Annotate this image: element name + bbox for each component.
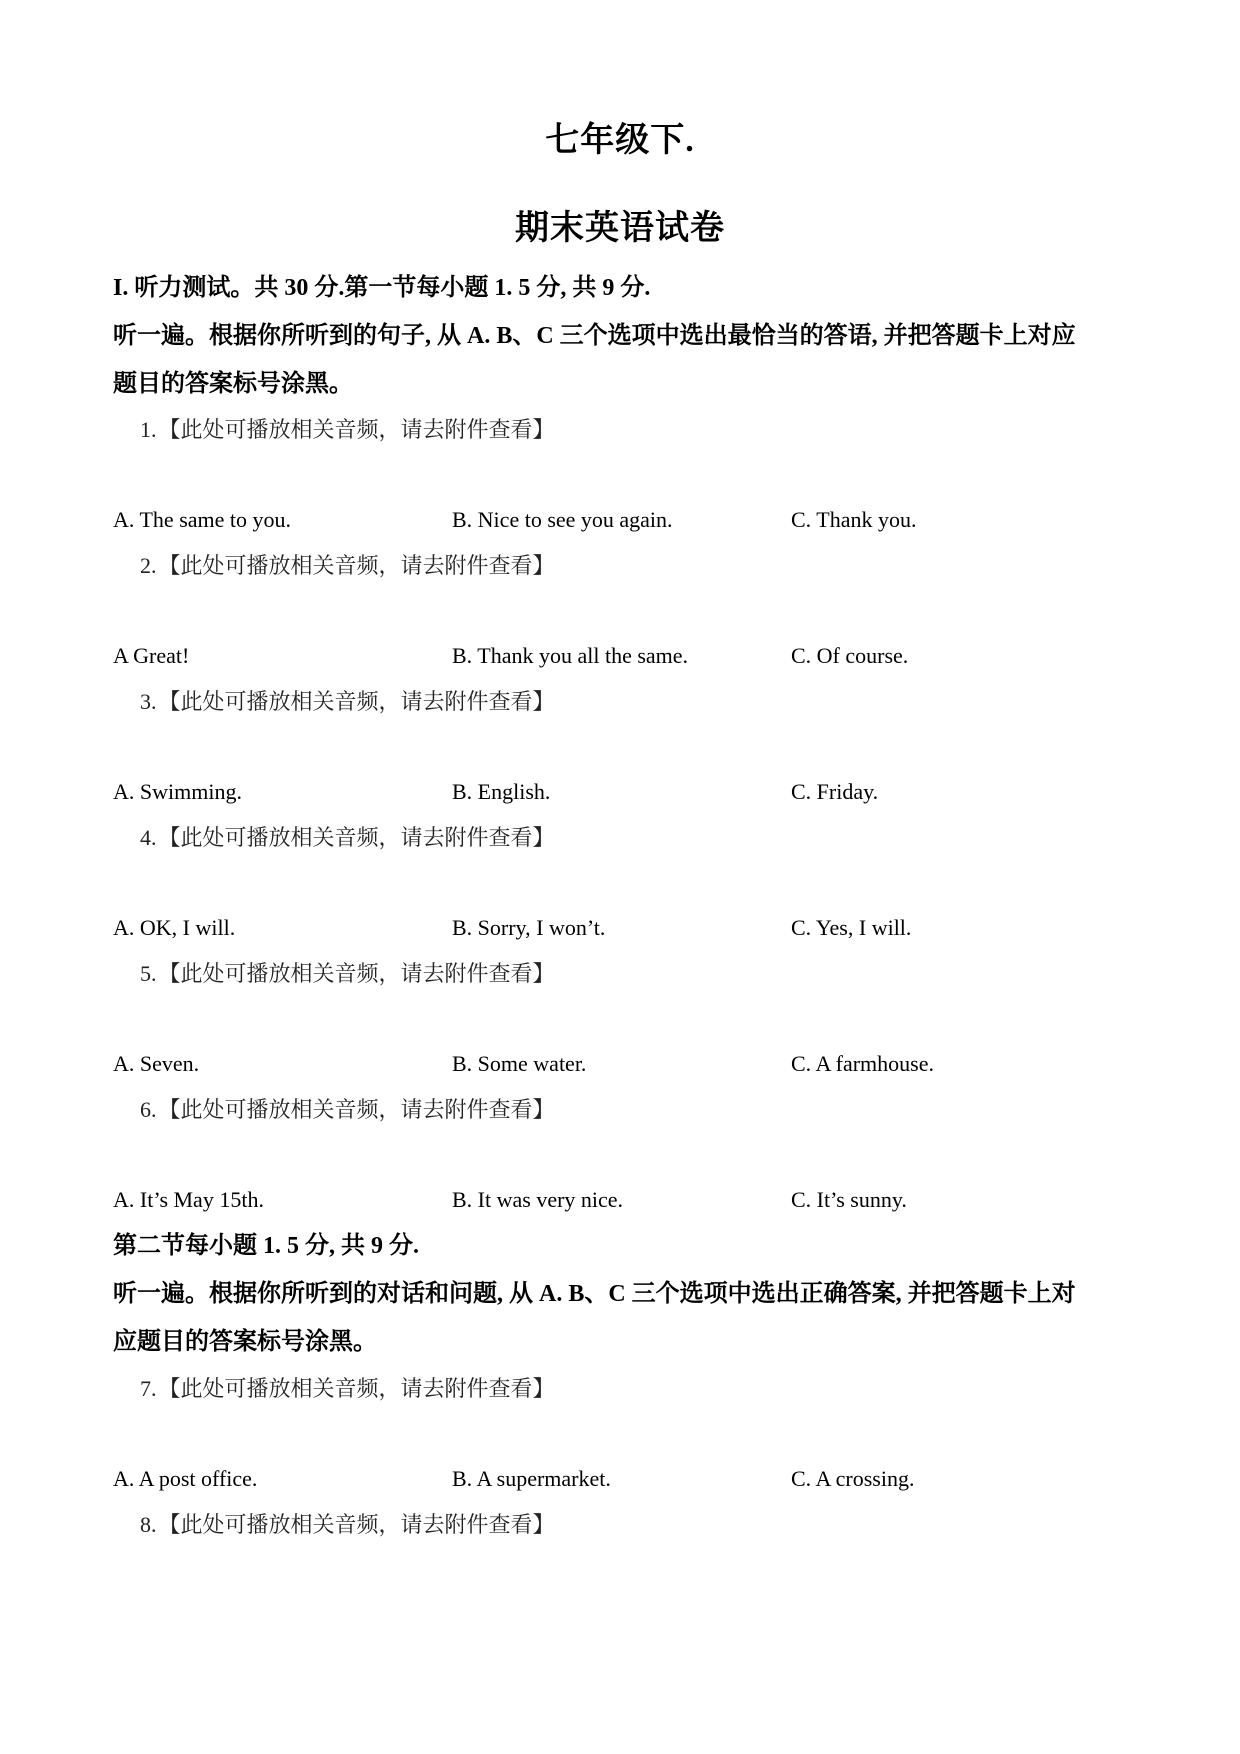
q5-option-b: B. Some water. (452, 1051, 587, 1076)
question-7-audio[interactable] (140, 1374, 555, 1404)
audio-placeholder-text: 【此处可播放相关音频，请去附件查看】 (158, 1376, 555, 1401)
audio-placeholder-text: 【此处可播放相关音频，请去附件查看】 (158, 417, 555, 442)
audio-placeholder-text: 【此处可播放相关音频，请去附件查看】 (158, 1097, 555, 1122)
q7-option-a: A. A post office. (113, 1466, 258, 1491)
part2-heading: 第二节每小题 1. 5 分, 共 9 分. (113, 1233, 419, 1259)
question-number: 3. (140, 689, 157, 714)
audio-placeholder-text: 【此处可播放相关音频，请去附件查看】 (158, 825, 555, 850)
q1-option-c: C. Thank you. (791, 507, 917, 532)
question-5-audio[interactable] (140, 959, 555, 989)
question-2-audio[interactable] (140, 551, 555, 581)
question-number: 8. (140, 1512, 157, 1537)
q2-option-a: A Great! (113, 643, 190, 668)
audio-placeholder-text: 【此处可播放相关音频，请去附件查看】 (158, 553, 555, 578)
q5-option-a: A. Seven. (113, 1051, 200, 1076)
part1-instruction-line1: 听一遍。根据你所听到的句子, 从 A. B、C 三个选项中选出最恰当的答语, 并把答题卡上对应 (113, 323, 1076, 349)
part2-instruction-line2: 应题目的答案标号涂黑。 (113, 1329, 377, 1355)
q4-option-b: B. Sorry, I won’t. (452, 915, 606, 940)
title-grade: 七年级下. (545, 122, 695, 159)
question-8-audio[interactable] (140, 1510, 555, 1540)
audio-placeholder-text: 【此处可播放相关音频，请去附件查看】 (158, 961, 555, 986)
question-1-audio[interactable] (140, 415, 555, 445)
question-6-audio[interactable] (140, 1095, 555, 1125)
q4-option-c: C. Yes, I will. (791, 915, 912, 940)
q3-option-a: A. Swimming. (113, 779, 242, 804)
q5-option-c: C. A farmhouse. (791, 1051, 934, 1076)
q3-option-c: C. Friday. (791, 779, 879, 804)
question-number: 7. (140, 1376, 157, 1401)
q3-option-b: B. English. (452, 779, 551, 804)
q2-option-b: B. Thank you all the same. (452, 643, 689, 668)
audio-placeholder-text: 【此处可播放相关音频，请去附件查看】 (158, 1512, 555, 1537)
q2-option-c: C. Of course. (791, 643, 909, 668)
q1-option-a: A. The same to you. (113, 507, 292, 532)
part1-heading: I. 听力测试。共 30 分.第一节每小题 1. 5 分, 共 9 分. (113, 275, 651, 301)
question-number: 6. (140, 1097, 157, 1122)
q7-option-b: B. A supermarket. (452, 1466, 611, 1491)
question-number: 4. (140, 825, 157, 850)
question-number: 5. (140, 961, 157, 986)
q7-option-c: C. A crossing. (791, 1466, 915, 1491)
q1-option-b: B. Nice to see you again. (452, 507, 673, 532)
question-number: 2. (140, 553, 157, 578)
title-exam: 期末英语试卷 (515, 210, 725, 247)
q6-option-b: B. It was very nice. (452, 1187, 624, 1212)
question-3-audio[interactable] (140, 687, 555, 717)
q6-option-c: C. It’s sunny. (791, 1187, 907, 1212)
part2-instruction-line1: 听一遍。根据你所听到的对话和问题, 从 A. B、C 三个选项中选出正确答案, 并把答题卡上对 (113, 1281, 1076, 1307)
audio-placeholder-text: 【此处可播放相关音频，请去附件查看】 (158, 689, 555, 714)
question-4-audio[interactable] (140, 823, 555, 853)
question-number: 1. (140, 417, 157, 442)
q4-option-a: A. OK, I will. (113, 915, 236, 940)
part1-instruction-line2: 题目的答案标号涂黑。 (113, 371, 353, 397)
q6-option-a: A. It’s May 15th. (113, 1187, 264, 1212)
